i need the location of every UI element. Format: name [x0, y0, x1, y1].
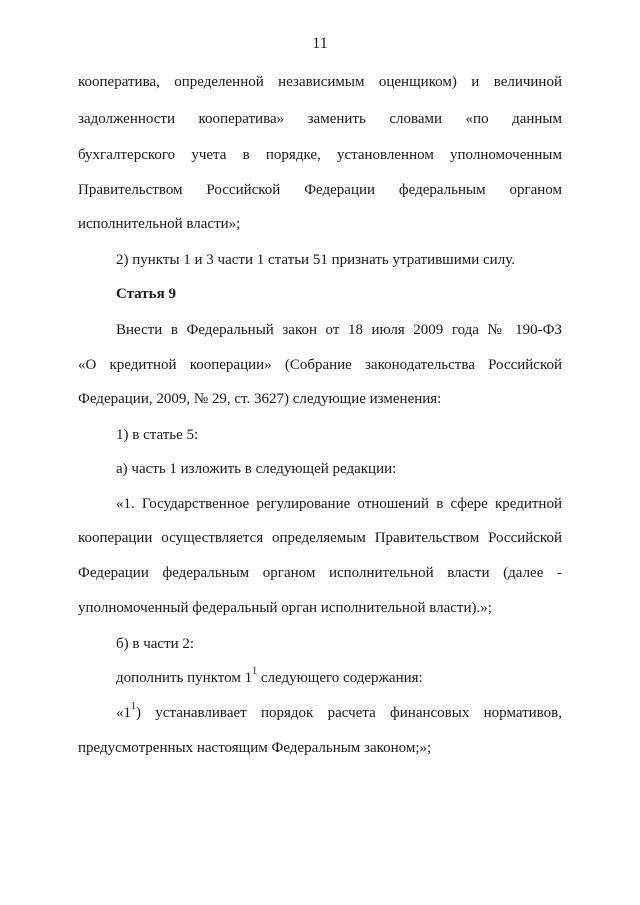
text-line: исполнительной власти»;: [78, 216, 241, 232]
text-line: а) часть 1 изложить в следующей редакции:: [116, 461, 397, 477]
superscript: 1: [252, 666, 258, 677]
text-line: предусмотренных настоящим Федеральным законом;»;: [78, 740, 432, 756]
text-line: кооперации осуществляется определяемым Правительством Российской: [78, 530, 562, 546]
text-segment: дополнить пунктом 1: [116, 670, 253, 686]
text-line: [116, 668, 562, 688]
superscript: 1: [131, 701, 136, 712]
article-heading: Статья 9: [116, 286, 176, 302]
text-segment: следующего содержания:: [257, 670, 423, 686]
text-segment: «1: [116, 705, 131, 721]
page-number: 11: [312, 35, 328, 52]
text-line: б) в части 2:: [116, 636, 195, 652]
text-line: «О кредитной кооперации» (Собрание законодательства Российской: [78, 357, 562, 373]
text-line: кооператива, определенной независимым оценщиком) и величиной: [78, 74, 562, 90]
text-line: «1. Государственное регулирование отношений в сфере кредитной: [116, 496, 562, 512]
text-line: 1) в статье 5:: [116, 427, 199, 443]
text-line: [116, 703, 562, 723]
text-segment: ) устанавливает порядок расчета финансовых нормативов,: [136, 705, 562, 721]
text-line: 2) пункты 1 и 3 части 1 статьи 51 признать утратившими силу.: [116, 252, 515, 268]
text-line: задолженности кооператива» заменить словами «по данным: [78, 111, 562, 127]
text-line: бухгалтерского учета в порядке, установленном уполномоченным: [78, 147, 562, 163]
text-line: Правительством Российской Федерации федеральным органом: [78, 182, 562, 198]
text-line: Федерации, 2009, № 29, ст. 3627) следующие изменения:: [78, 391, 442, 407]
text-line: Федерации федеральным органом исполнительной власти (далее -: [78, 565, 562, 581]
text-line: уполномоченный федеральный орган исполнительной власти).»;: [78, 600, 492, 616]
text-line: Внести в Федеральный закон от 18 июля 2009 года № 190-ФЗ: [116, 322, 562, 338]
